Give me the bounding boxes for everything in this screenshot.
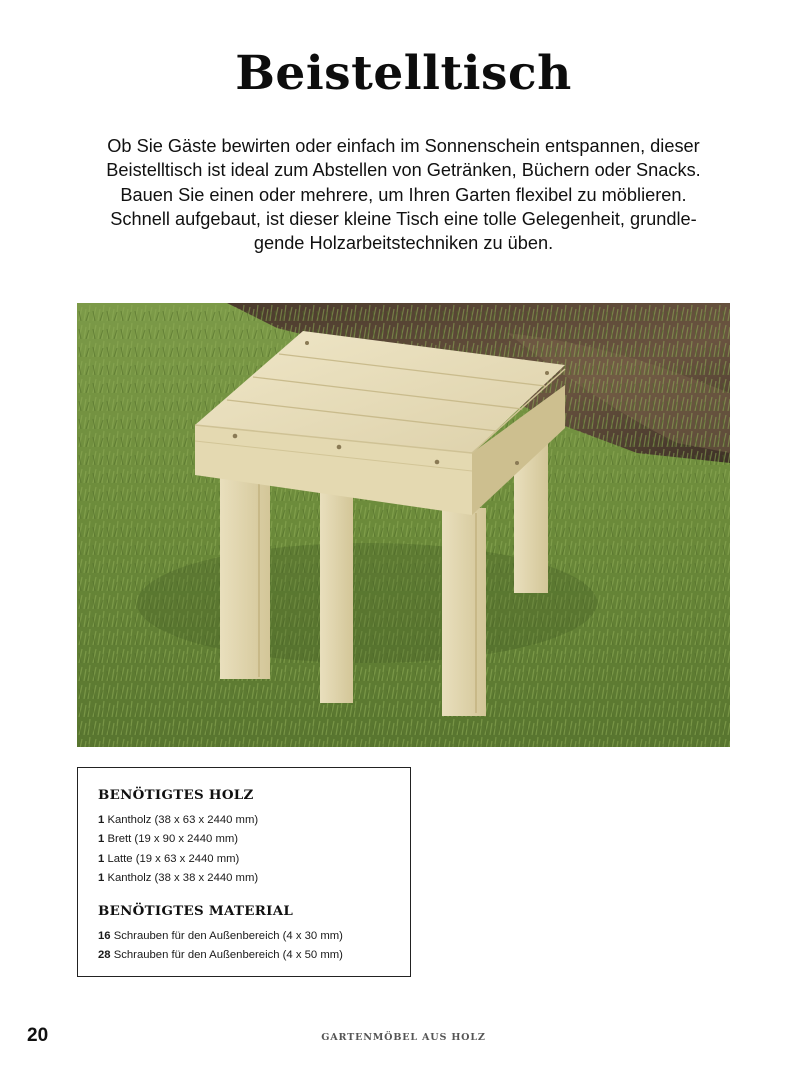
wood-item-desc: Kantholz (38 x 63 x 2440 mm) — [107, 814, 259, 826]
intro-line: gende Holzarbeitstechniken zu üben. — [253, 233, 554, 254]
material-item-qty: 16 — [98, 929, 111, 942]
wood-item — [98, 869, 410, 888]
materials-box — [77, 767, 411, 977]
page-title: Beistelltisch — [235, 46, 572, 101]
side-table-illustration — [77, 303, 730, 747]
wood-item-qty: 1 — [98, 833, 105, 846]
material-item — [98, 946, 410, 965]
intro-line: Ob Sie Gäste bewirten oder einfach im Sonnenschein entspannen, dieser — [107, 136, 700, 156]
material-heading: BENÖTIGTES MATERIAL — [98, 902, 294, 919]
intro-paragraph — [72, 134, 735, 255]
intro-line: Schnell aufgebaut, ist dieser kleine Tisch eine tolle Gelegenheit, grundle- — [110, 208, 697, 229]
page-number: 20 — [27, 1025, 49, 1046]
material-item — [98, 927, 410, 946]
wood-heading: BENÖTIGTES HOLZ — [98, 787, 254, 803]
wood-item-desc: Kantholz (38 x 38 x 2440 mm) — [107, 872, 259, 885]
running-footer-title: GARTENMÖBEL AUS HOLZ — [321, 1032, 486, 1043]
wood-item — [98, 830, 410, 849]
wood-item — [98, 811, 410, 830]
material-item-desc: Schrauben für den Außenbereich (4 x 30 mm) — [113, 929, 343, 942]
intro-line: Beistelltisch ist ideal zum Abstellen von Getränken, Büchern oder Snacks. — [106, 160, 701, 181]
wood-item-desc: Latte (19 x 63 x 2440 mm) — [107, 852, 240, 865]
material-item-desc: Schrauben für den Außenbereich (4 x 50 mm) — [113, 949, 343, 962]
material-item-qty: 28 — [98, 949, 111, 962]
wood-item-qty: 1 — [98, 852, 105, 865]
intro-line: Bauen Sie einen oder mehrere, um Ihren Garten flexibel zu möblieren. — [120, 184, 687, 205]
wood-item-desc: Brett (19 x 90 x 2440 mm) — [107, 833, 239, 846]
side-table-photo — [77, 303, 730, 747]
wood-item-qty: 1 — [98, 872, 105, 885]
wood-item-qty: 1 — [98, 814, 105, 826]
wood-item — [98, 850, 410, 869]
